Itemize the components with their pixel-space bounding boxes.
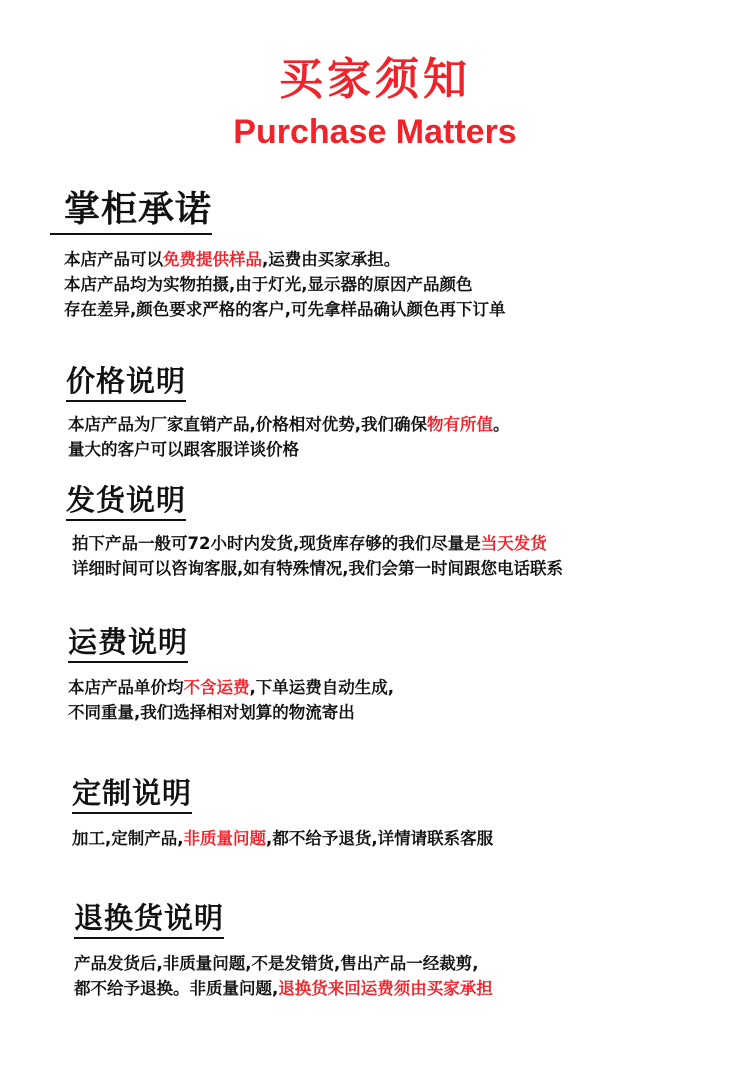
- text-line: 本店产品可以免费提供样品,运费由买家承担。: [64, 250, 401, 269]
- highlight-text: 物有所值: [427, 415, 494, 434]
- highlight-text: 免费提供样品: [163, 250, 262, 269]
- section-returns: [74, 900, 493, 1001]
- page-subtitle: Purchase Matters: [233, 113, 517, 151]
- highlight-text: 非质量问题: [183, 829, 267, 848]
- section-heading: 退换货说明: [74, 900, 224, 939]
- section-shipping: [66, 482, 563, 581]
- text-line: 本店产品为厂家直销产品,价格相对优势,我们确保物有所值。: [68, 415, 510, 434]
- highlight-text: 不含运费: [183, 678, 250, 697]
- text-line: 不同重量,我们选择相对划算的物流寄出: [68, 703, 355, 722]
- section-shopkeeper-promise: [50, 188, 506, 322]
- highlight-text: 当天发货: [480, 534, 547, 553]
- text-line: 加工,定制产品,非质量问题,都不给予退货,详情请联系客服: [72, 829, 494, 848]
- text-line: 本店产品单价均不含运费,下单运费自动生成,: [68, 678, 395, 697]
- page-title: 买家须知: [279, 54, 471, 105]
- section-freight: [68, 624, 394, 725]
- section-price: [66, 363, 510, 462]
- text-line: 量大的客户可以跟客服详谈价格: [68, 440, 299, 459]
- section-heading: 定制说明: [72, 775, 192, 814]
- text-line: 详细时间可以咨询客服,如有特殊情况,我们会第一时间跟您电话联系: [72, 559, 564, 578]
- text-line: 拍下产品一般可72小时内发货,现货库存够的我们尽量是当天发货: [72, 534, 547, 553]
- section-heading: 运费说明: [68, 624, 188, 663]
- section-heading: 价格说明: [66, 363, 186, 402]
- page-header: [0, 52, 750, 154]
- text-line: 都不给予退换。非质量问题,退换货来回运费须由买家承担: [74, 979, 493, 998]
- text-line: 存在差异,颜色要求严格的客户,可先拿样品确认颜色再下订单: [64, 300, 506, 319]
- highlight-text: 退换货来回运费须由买家承担: [278, 979, 493, 998]
- section-heading: 发货说明: [66, 482, 186, 521]
- text-line: 产品发货后,非质量问题,不是发错货,售出产品一经裁剪,: [74, 954, 479, 973]
- section-customization: [72, 775, 493, 851]
- section-heading: 掌柜承诺: [50, 188, 212, 235]
- text-line: 本店产品均为实物拍摄,由于灯光,显示器的原因产品颜色: [64, 275, 473, 294]
